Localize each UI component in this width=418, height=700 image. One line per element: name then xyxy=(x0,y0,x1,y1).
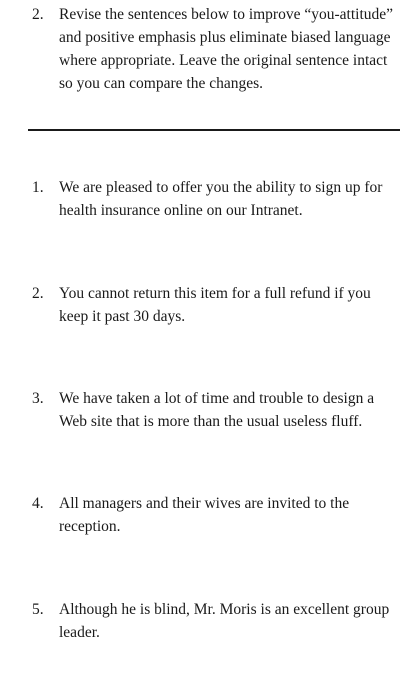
sentence-text: We have taken a lot of time and trouble to design a Web site that is more than the usual useless fluff. xyxy=(59,390,375,430)
sentence-item-4 xyxy=(32,492,400,538)
sentence-text: You cannot return this item for a full refund if you keep it past 30 days. xyxy=(59,285,371,325)
instruction-number: 2. xyxy=(32,6,44,23)
sentence-text: We are pleased to offer you the ability to sign up for health insurance online on our Intranet. xyxy=(59,179,383,219)
sentence-item-3 xyxy=(32,387,400,433)
sentence-item-2 xyxy=(32,282,400,328)
sentence-number: 5. xyxy=(32,601,44,618)
instruction-paragraph xyxy=(32,3,400,95)
sentence-number: 3. xyxy=(32,390,44,407)
sentence-item-1 xyxy=(32,176,400,222)
section-divider xyxy=(28,129,400,131)
instruction-text: Revise the sentences below to improve “you-attitude” and positive emphasis plus eliminate biased language where appropriate. Leave the original sentence intact so you can compare the changes. xyxy=(59,6,394,92)
sentence-number: 1. xyxy=(32,179,44,196)
sentence-number: 2. xyxy=(32,285,44,302)
sentence-item-5 xyxy=(32,598,400,644)
sentence-text: All managers and their wives are invited to the reception. xyxy=(59,495,350,535)
sentence-number: 4. xyxy=(32,495,44,512)
sentence-text: Although he is blind, Mr. Moris is an excellent group leader. xyxy=(59,601,390,641)
